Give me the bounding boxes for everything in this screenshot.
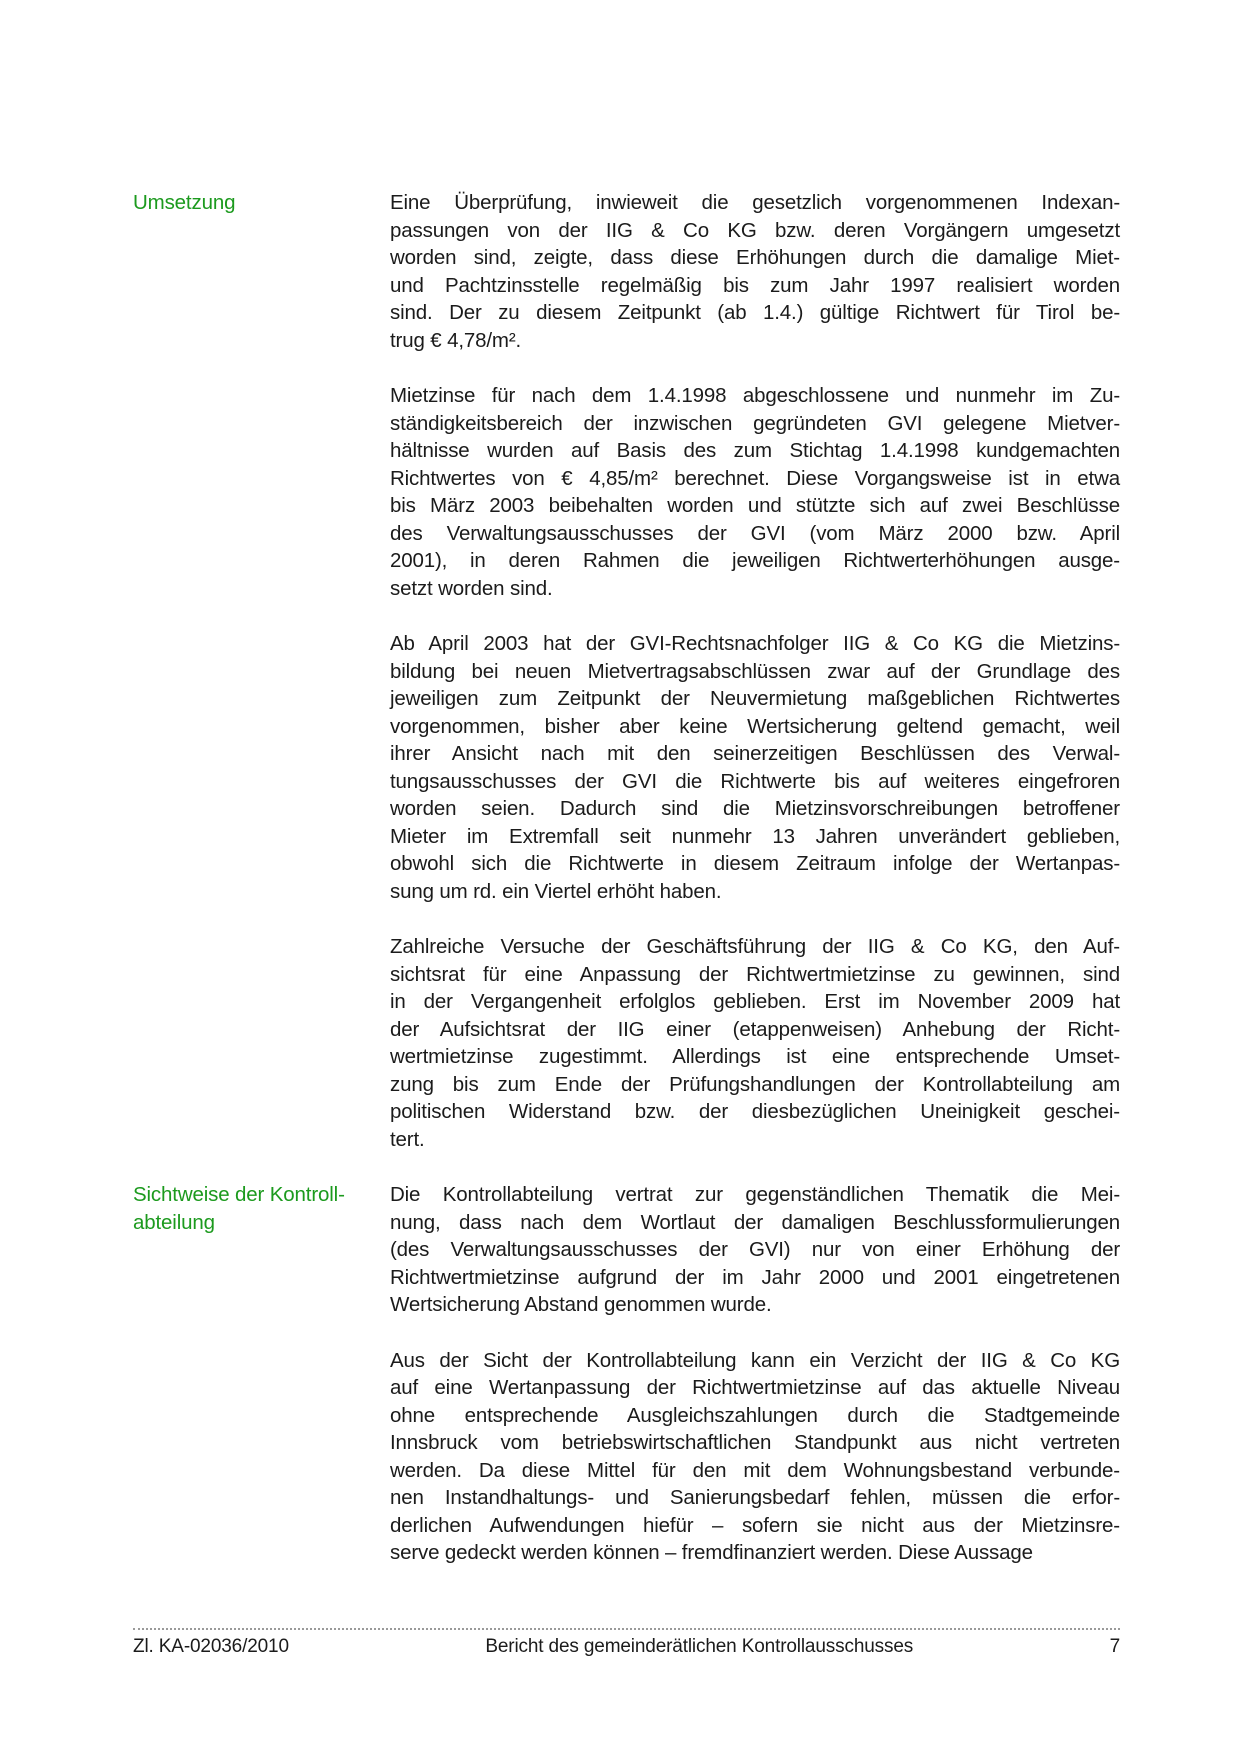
text-line: serve gedeckt werden können – fremdfinanziert werden. Diese Aussage [390,1541,1033,1564]
paragraph [390,933,1120,1153]
section-body [390,189,1120,1181]
text-line: sung um rd. ein Viertel erhöht haben. [390,879,722,903]
text-line: Ab April 2003 hat der GVI-Rechtsnachfolger IIG & Co KG die Mietzins- [390,632,1120,655]
margin-label [133,189,390,217]
text-line: sichtsrat für eine Anpassung der Richtwertmietzinse zu gewinnen, sind [390,962,1120,986]
margin-label [133,1181,390,1236]
footer-title: Bericht des gemeinderätlichen Kontrollausschusses [485,1636,914,1657]
text-line: in der Vergangenheit erfolglos geblieben. Erst im November 2009 hat [390,990,1120,1013]
footer-row [133,1635,1120,1659]
margin-label-line: abteilung [133,1210,215,1234]
page-footer [133,1628,1120,1659]
content [133,189,1120,1595]
text-line: vorgenommen, bisher aber keine Wertsicherung geltend gemacht, weil [390,714,1120,738]
text-line: Die Kontrollabteilung vertrat zur gegenständlichen Thematik die Mei- [390,1183,1120,1206]
text-line: nung, dass nach dem Wortlaut der damaligen Beschlussformulierungen [390,1210,1120,1234]
text-line: sind. Der zu diesem Zeitpunkt (ab 1.4.) gültige Richtwert für Tirol be- [390,301,1120,324]
text-line: Wertsicherung Abstand genommen wurde. [390,1293,772,1316]
text-line: Zahlreiche Versuche der Geschäftsführung der IIG & Co KG, den Auf- [390,935,1120,958]
text-line: 2001), in deren Rahmen die jeweiligen Richtwerterhöhungen ausge- [390,549,1120,572]
text-line: ohne entsprechende Ausgleichszahlungen durch die Stadtgemeinde [390,1403,1120,1427]
paragraph [390,382,1120,602]
text-line: Innsbruck vom betriebswirtschaftlichen Standpunkt aus nicht vertreten [390,1431,1120,1454]
text-line: passungen von der IIG & Co KG bzw. deren Vorgängern umgesetzt [390,218,1120,242]
text-line: Eine Überprüfung, inwieweit die gesetzlich vorgenommenen Indexan- [390,191,1120,214]
text-line: worden sind, zeigte, dass diese Erhöhungen durch die damalige Miet- [390,246,1120,269]
text-line: tungsausschusses der GVI die Richtwerte bis auf weiteres eingefroren [390,769,1120,793]
text-line: jeweiligen zum Zeitpunkt der Neuvermietung maßgeblichen Richtwertes [390,687,1120,710]
text-line: Richtwertes von € 4,85/m² berechnet. Diese Vorgangsweise ist in etwa [390,466,1120,490]
text-line: ihrer Ansicht nach mit den seinerzeitigen Beschlüssen des Verwal- [390,742,1120,765]
paragraph [390,1347,1120,1567]
text-line: bis März 2003 beibehalten worden und stützte sich auf zwei Beschlüsse [390,494,1120,517]
footer-page-number: 7 [1109,1636,1120,1657]
text-line: Aus der Sicht der Kontrollabteilung kann ein Verzicht der IIG & Co KG [390,1348,1120,1372]
paragraph [390,630,1120,905]
text-line: hältnisse wurden auf Basis des zum Stichtag 1.4.1998 kundgemachten [390,439,1120,462]
text-line: der Aufsichtsrat der IIG einer (etappenweisen) Anhebung der Richt- [390,1017,1120,1041]
text-line: trug € 4,78/m². [390,328,522,352]
report-section [133,1181,1120,1595]
text-line: derlichen Aufwendungen hiefür – sofern sie nicht aus der Mietzinsre- [390,1513,1120,1537]
text-line: ständigkeitsbereich der inzwischen gegründeten GVI gelegene Mietver- [390,411,1120,435]
text-line: worden seien. Dadurch sind die Mietzinsvorschreibungen betroffener [390,797,1120,820]
report-section [133,189,1120,1181]
text-line: werden. Da diese Mittel für den mit dem Wohnungsbestand verbunde- [390,1458,1120,1482]
text-line: zung bis zum Ende der Prüfungshandlungen der Kontrollabteilung am [390,1072,1120,1096]
text-line: auf eine Wertanpassung der Richtwertmietzinse auf das aktuelle Niveau [390,1376,1120,1399]
section-body [390,1181,1120,1595]
text-line: des Verwaltungsausschusses der GVI (vom März 2000 bzw. April [390,521,1120,545]
paragraph [390,189,1120,354]
text-line: und Pachtzinsstelle regelmäßig bis zum Jahr 1997 realisiert worden [390,273,1120,297]
paragraph [390,1181,1120,1319]
footer-divider [133,1628,1120,1630]
text-line: obwohl sich die Richtwerte in diesem Zeitraum infolge der Wertanpas- [390,852,1120,875]
text-line: Mietzinse für nach dem 1.4.1998 abgeschlossene und nunmehr im Zu- [390,384,1120,407]
text-line: nen Instandhaltungs- und Sanierungsbedarf fehlen, müssen die erfor- [390,1486,1120,1509]
text-line: setzt worden sind. [390,576,553,600]
margin-label-line: Sichtweise der Kontroll- [133,1183,345,1206]
text-line: Mieter im Extremfall seit nunmehr 13 Jahren unverändert geblieben, [390,824,1120,848]
text-line: politischen Widerstand bzw. der diesbezüglichen Uneinigkeit geschei- [390,1100,1120,1123]
text-line: Richtwertmietzinse aufgrund der im Jahr 2000 und 2001 eingetretenen [390,1265,1120,1289]
text-line: wertmietzinse zugestimmt. Allerdings ist eine entsprechende Umset- [390,1045,1120,1068]
text-line: (des Verwaltungsausschusses der GVI) nur von einer Erhöhung der [390,1238,1120,1261]
margin-label-line: Umsetzung [133,191,236,214]
text-line: bildung bei neuen Mietvertragsabschlüssen zwar auf der Grundlage des [390,659,1120,683]
text-line: tert. [390,1127,425,1151]
footer-reference: Zl. KA-02036/2010 [133,1636,289,1657]
